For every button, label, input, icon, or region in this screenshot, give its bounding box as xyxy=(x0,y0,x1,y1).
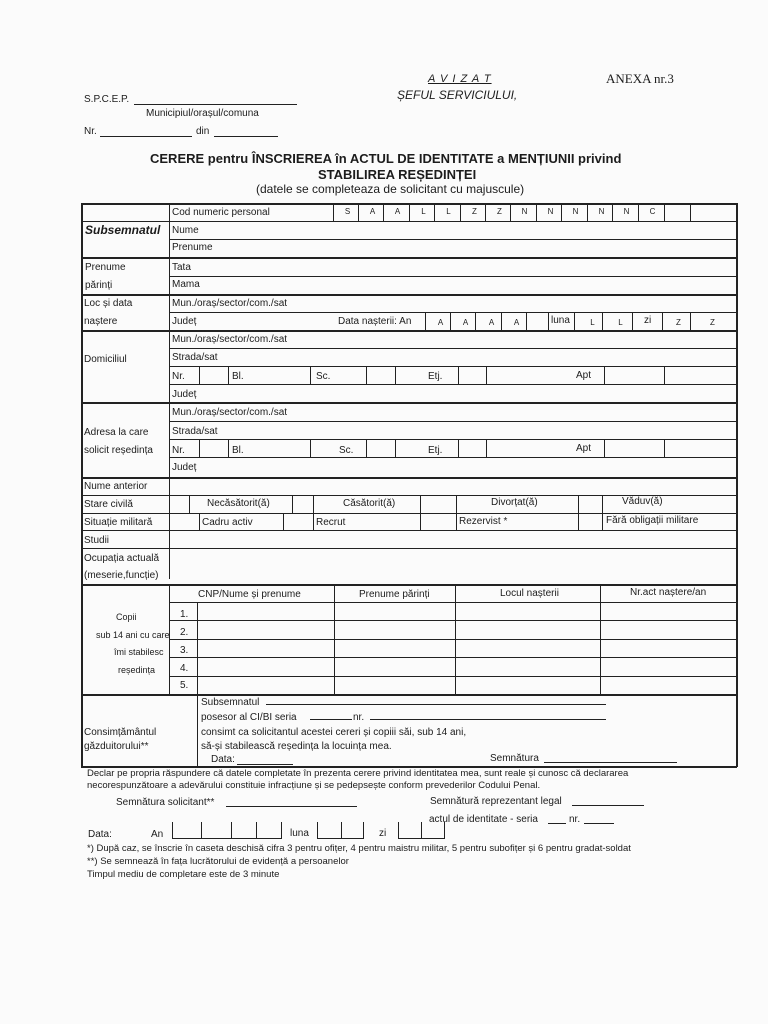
cons-data-line[interactable] xyxy=(237,764,293,765)
mama-label: Mama xyxy=(172,279,200,290)
nastere-label: naștere xyxy=(84,316,118,327)
consimt-label-2: găzduitorului** xyxy=(84,741,149,752)
title-line1: CERERE pentru ÎNSCRIEREA în ACTUL DE IDENTITATE a MENȚIUNII privind xyxy=(150,151,622,166)
dom-sc-label: Sc. xyxy=(316,371,331,382)
note-3: Timpul mediu de completare este de 3 minute xyxy=(87,869,280,880)
act-nr-line[interactable] xyxy=(584,823,614,824)
adresa-label-1: Adresa la care xyxy=(84,427,149,438)
prenume-label: Prenume xyxy=(172,242,213,253)
copii-label-2: sub 14 ani cu care xyxy=(96,630,170,640)
ocupatia-label-1: Ocupația actuală xyxy=(84,553,160,564)
cons-text-2: să-și stabilească reședința la locuința mea. xyxy=(201,741,392,752)
data-zi-boxes[interactable] xyxy=(398,838,444,839)
cons-data: Data: xyxy=(211,754,235,765)
copii-row-2: 2. xyxy=(180,627,189,638)
semnatura-repr-label: Semnătură reprezentant legal xyxy=(430,796,562,807)
subsemnatul-label: Subsemnatul xyxy=(85,223,161,237)
cons-semnatura: Semnătura xyxy=(490,753,539,764)
dom-mun-label: Mun./oraș/sector/com./sat xyxy=(172,334,288,345)
nr-field-line[interactable] xyxy=(100,136,192,137)
cons-text-1: consimt ca solicitantul acestei cereri și copiii săi, sub 14 ani, xyxy=(201,727,467,738)
nume-anterior-label: Nume anterior xyxy=(84,481,148,492)
domiciliul-label: Domiciliul xyxy=(84,354,127,365)
cnp-box-4[interactable]: L xyxy=(421,207,426,216)
cnp-box-3[interactable]: A xyxy=(394,207,401,216)
note-1: *) După caz, se înscrie în caseta deschisă cifra 3 pentru ofițer, 4 pentru maistru militar, 5 pentru subofițer și 6 pentru gradat-soldat xyxy=(87,843,631,854)
loc-data-label: Loc și data xyxy=(84,298,133,309)
zi-box-2[interactable]: Z xyxy=(710,318,715,327)
cnp-box-9[interactable]: N xyxy=(547,207,554,216)
cons-subsemnatul: Subsemnatul xyxy=(201,697,260,708)
spcep-sublabel: Municipiul/orașul/comuna xyxy=(146,108,259,119)
luna-box-2[interactable]: L xyxy=(618,318,623,327)
declaratie-line-1: Declar pe propria răspundere că datele completate în prezenta cerere privind identitatea mea, sunt reale și cunosc că declararea xyxy=(87,768,629,779)
data-nasterii-label: Data nașterii: An xyxy=(338,316,412,327)
an-box-3[interactable]: A xyxy=(488,318,495,327)
cnp-box-7[interactable]: Z xyxy=(497,207,502,216)
an-box-4[interactable]: A xyxy=(513,318,520,327)
copii-row-1: 1. xyxy=(180,609,189,620)
seful-label: ȘEFUL SERVICIULUI, xyxy=(397,88,518,102)
an-box-1[interactable]: A xyxy=(437,318,444,327)
vaduv-option[interactable]: Văduv(ă) xyxy=(622,496,663,507)
copii-row-4: 4. xyxy=(180,663,189,674)
semnatura-solicitant-label: Semnătura solicitant** xyxy=(116,797,215,808)
zi-label: zi xyxy=(644,315,652,326)
res-judet-label: Județ xyxy=(172,462,197,473)
recrut-option[interactable]: Recrut xyxy=(316,517,346,528)
cnp-label: Cod numeric personal xyxy=(172,207,270,218)
anexa-label: ANEXA nr.3 xyxy=(606,71,674,86)
cnp-box-6[interactable]: Z xyxy=(472,207,477,216)
title-line2: STABILIREA REȘEDINȚEI xyxy=(318,167,477,182)
rezervist-option[interactable]: Rezervist * xyxy=(459,516,508,527)
divortat-option[interactable]: Divorțat(ă) xyxy=(491,497,538,508)
semnatura-solicitant-line[interactable] xyxy=(226,806,357,807)
cnp-box-5[interactable]: L xyxy=(446,207,451,216)
cnp-box-11[interactable]: N xyxy=(598,207,605,216)
act-nr-label: nr. xyxy=(569,814,581,825)
fara-obligatii-option[interactable]: Fără obligații militare xyxy=(606,515,699,526)
necasatorit-option[interactable]: Necăsătorit(ă) xyxy=(207,498,270,509)
dom-strada-label: Strada/sat xyxy=(172,352,218,363)
act-seria-line[interactable] xyxy=(548,823,566,824)
cons-seria-line[interactable] xyxy=(310,719,352,720)
cons-posesor: posesor al CI/BI seria xyxy=(201,712,297,723)
copii-label-3: îmi stabilesc xyxy=(114,647,164,657)
data-label: Data: xyxy=(88,829,112,840)
dom-nr-label: Nr. xyxy=(172,371,185,382)
judet-nastere-label: Județ xyxy=(172,316,197,327)
cnp-box-2[interactable]: A xyxy=(369,207,376,216)
tata-label: Tata xyxy=(172,262,191,273)
zi-box-1[interactable]: Z xyxy=(676,318,681,327)
res-bl-label: Bl. xyxy=(232,445,244,456)
title-line3: (datele se completeaza de solicitant cu majuscule) xyxy=(256,182,525,196)
copii-row-3: 3. xyxy=(180,645,189,656)
data-luna-label: luna xyxy=(290,828,309,839)
nume-label: Nume xyxy=(172,225,199,236)
copii-col-nract: Nr.act naștere/an xyxy=(630,587,707,598)
copii-col-prenume: Prenume părinți xyxy=(359,589,430,600)
cons-nr: nr. xyxy=(353,712,365,723)
cnp-box-12[interactable]: N xyxy=(623,207,630,216)
copii-col-locul: Locul nașterii xyxy=(500,588,559,599)
luna-label: luna xyxy=(551,315,570,326)
semnatura-repr-line[interactable] xyxy=(572,805,644,806)
mun-nastere-label: Mun./oraș/sector/com./sat xyxy=(172,298,288,309)
adresa-label-2: solicit reședința xyxy=(84,445,153,456)
nr-label: Nr. xyxy=(84,126,97,137)
cnp-box-8[interactable]: N xyxy=(521,207,528,216)
studii-label: Studii xyxy=(84,535,110,546)
copii-row-5: 5. xyxy=(180,680,189,691)
cadru-activ-option[interactable]: Cadru activ xyxy=(202,517,253,528)
din-label: din xyxy=(196,126,210,137)
casatorit-option[interactable]: Căsătorit(ă) xyxy=(343,498,396,509)
cons-name-line[interactable] xyxy=(266,704,606,705)
data-an-label: An xyxy=(151,829,164,840)
stare-civila-label: Stare civilă xyxy=(84,499,133,510)
spcep-label: S.P.C.E.P. xyxy=(84,94,130,105)
dom-apt-label: Apt xyxy=(576,370,592,381)
cnp-box-10[interactable]: N xyxy=(572,207,579,216)
data-an-boxes[interactable] xyxy=(172,838,281,839)
cons-semnatura-line[interactable] xyxy=(544,762,677,763)
note-2: **) Se semnează în fața lucrătorului de evidență a persoanelor xyxy=(87,856,349,867)
prenume-parinti-label: Prenume xyxy=(85,262,126,273)
consimt-label-1: Consimțământul xyxy=(84,727,157,738)
cnp-box-13[interactable]: C xyxy=(649,207,656,216)
situatie-militara-label: Situație militară xyxy=(84,517,153,528)
declaratie-line-2: necorespunzătoare a adevărului constituie infracțiune și se pedepsește conform prevederilor Codului Penal. xyxy=(87,780,541,791)
res-nr-label: Nr. xyxy=(172,445,185,456)
cnp-box-1[interactable]: S xyxy=(344,207,351,216)
data-luna-boxes[interactable] xyxy=(317,838,363,839)
res-sc-label: Sc. xyxy=(339,445,354,456)
copii-label-1: Copii xyxy=(116,612,137,622)
cons-nr-line[interactable] xyxy=(370,719,606,720)
luna-box-1[interactable]: L xyxy=(590,318,595,327)
din-field-line[interactable] xyxy=(214,136,278,137)
an-box-2[interactable]: A xyxy=(462,318,469,327)
spcep-field-line[interactable] xyxy=(134,104,297,105)
res-mun-label: Mun./oraș/sector/com./sat xyxy=(172,407,288,418)
dom-et-label: Etj. xyxy=(428,371,443,382)
act-identitate-label: actul de identitate - seria xyxy=(429,814,538,825)
ocupatia-label-2: (meserie,funcție) xyxy=(84,570,159,581)
copii-col-cnp: CNP/Nume și prenume xyxy=(198,589,301,600)
parinti-label: părinți xyxy=(85,280,113,291)
dom-judet-label: Județ xyxy=(172,389,197,400)
data-zi-label: zi xyxy=(379,828,387,839)
res-strada-label: Strada/sat xyxy=(172,426,218,437)
dom-bl-label: Bl. xyxy=(232,371,244,382)
res-et-label: Etj. xyxy=(428,445,443,456)
avizat-label: A V I Z A T xyxy=(428,73,492,85)
copii-label-4: reședința xyxy=(118,665,156,675)
res-apt-label: Apt xyxy=(576,443,592,454)
